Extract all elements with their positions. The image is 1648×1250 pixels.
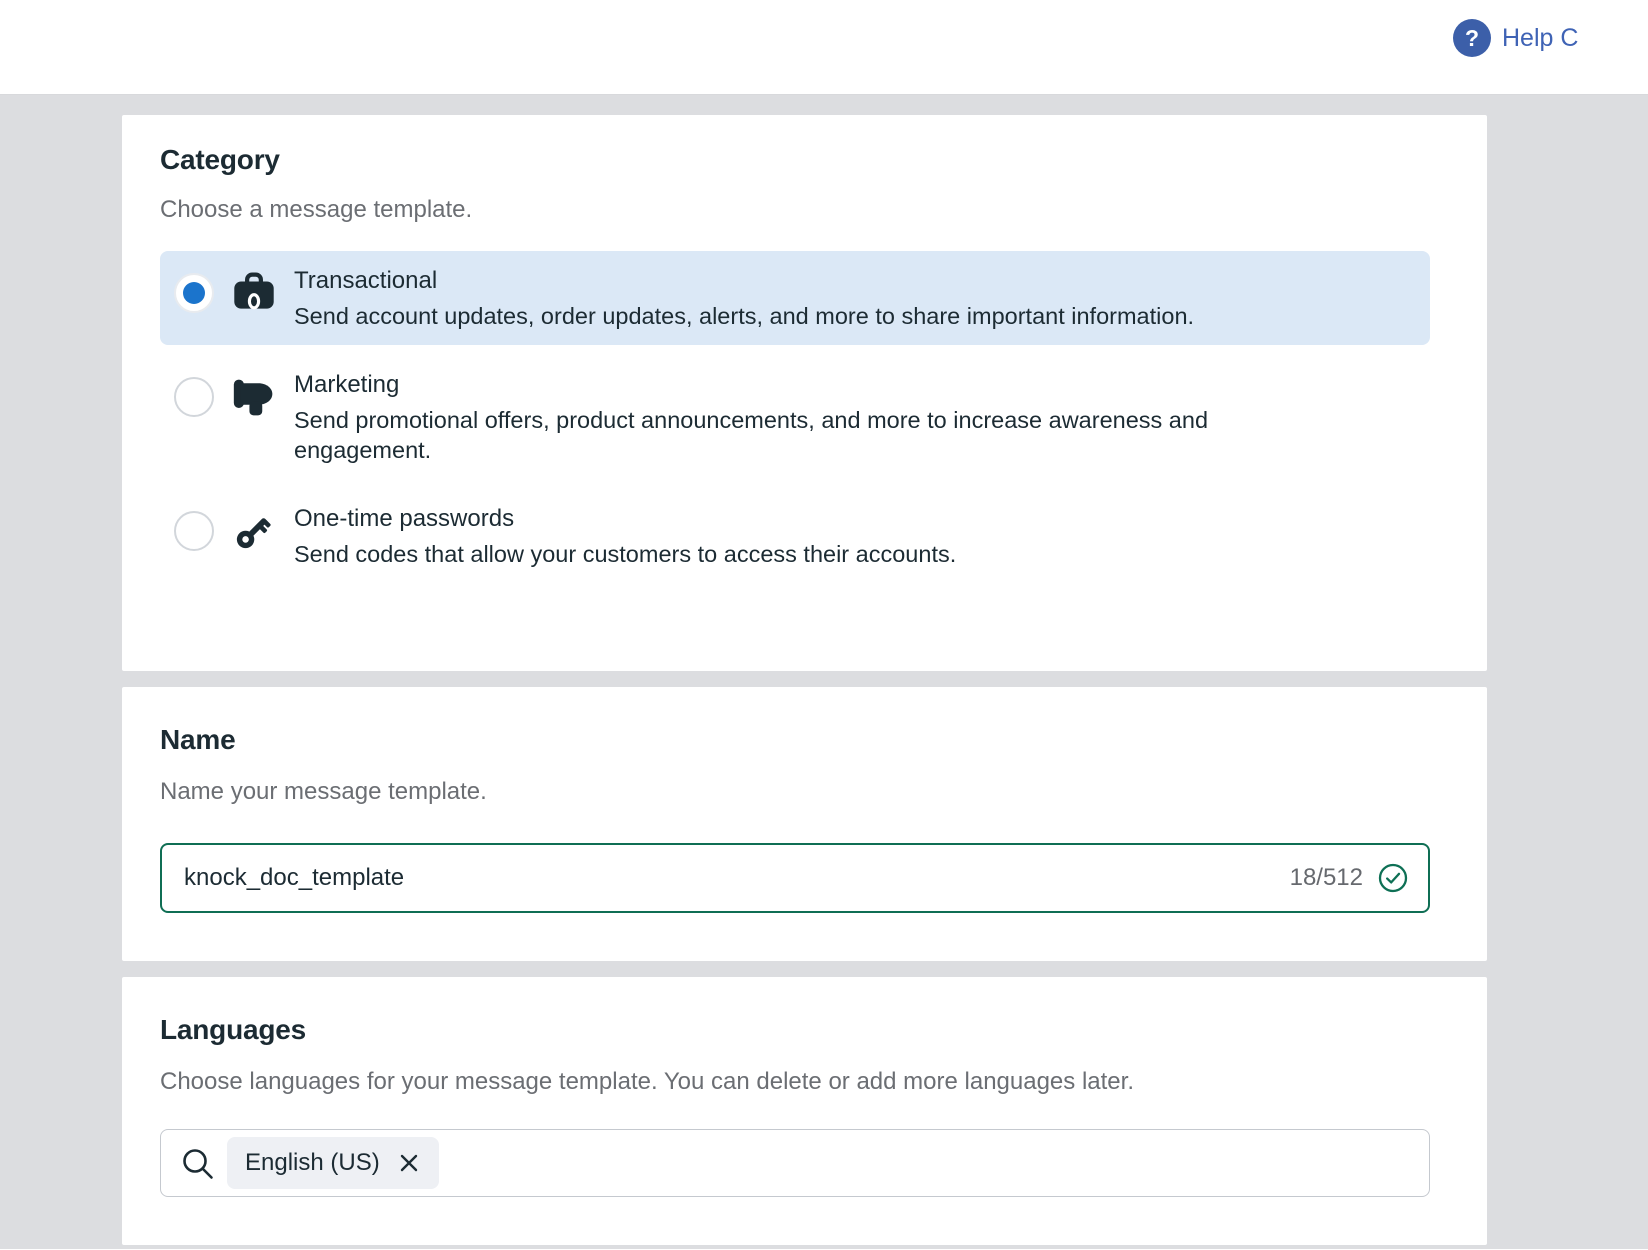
category-card	[122, 115, 1487, 671]
help-question-icon: ?	[1453, 19, 1491, 57]
character-counter: 18/512	[1289, 864, 1363, 891]
language-chip-english-us	[227, 1137, 439, 1189]
languages-title: Languages	[160, 1014, 307, 1045]
name-title: Name	[160, 724, 236, 755]
option-marketing-text	[294, 369, 1208, 465]
name-card	[122, 687, 1487, 961]
option-marketing-label: Marketing	[294, 371, 400, 398]
desc-line: Send codes that allow your customers to access their accounts.	[294, 541, 957, 567]
languages-card	[122, 977, 1487, 1245]
check-circle-icon	[1378, 863, 1408, 893]
category-options	[160, 251, 1430, 583]
desc-line: engagement.	[294, 437, 432, 463]
option-one-time-passwords-description	[294, 539, 956, 569]
briefcase-icon	[232, 271, 276, 315]
desc-line: Send account updates, order updates, alerts, and more to share important information.	[294, 303, 1195, 329]
desc-line: Send promotional offers, product announcements, and more to increase awareness and	[294, 407, 1209, 433]
help-link[interactable]	[1453, 19, 1578, 57]
key-icon	[232, 509, 276, 553]
language-chip-label: English (US)	[245, 1149, 380, 1176]
category-subtitle: Choose a message template.	[160, 196, 473, 223]
page-background	[0, 95, 1648, 1249]
radio-one-time-passwords[interactable]	[174, 511, 214, 551]
top-bar	[0, 0, 1648, 95]
radio-marketing[interactable]	[174, 377, 214, 417]
template-name-input[interactable]	[184, 864, 1290, 892]
option-one-time-passwords-text	[294, 503, 956, 569]
language-search-field[interactable]	[160, 1129, 1430, 1197]
option-marketing[interactable]	[160, 355, 1430, 479]
category-title: Category	[160, 144, 280, 175]
search-icon	[175, 1147, 219, 1180]
language-search-input[interactable]	[451, 1149, 1415, 1177]
name-subtitle: Name your message template.	[160, 778, 487, 805]
option-one-time-passwords[interactable]	[160, 489, 1430, 583]
megaphone-icon	[232, 375, 276, 419]
radio-transactional[interactable]	[174, 273, 214, 313]
option-transactional-label: Transactional	[294, 267, 438, 294]
option-transactional-description	[294, 301, 1194, 331]
option-transactional[interactable]	[160, 251, 1430, 345]
option-transactional-text	[294, 265, 1194, 331]
remove-language-icon[interactable]	[397, 1151, 421, 1175]
option-marketing-description	[294, 405, 1208, 465]
template-name-field	[160, 843, 1430, 913]
option-one-time-passwords-label: One-time passwords	[294, 505, 515, 532]
languages-subtitle: Choose languages for your message template. You can delete or add more languages later.	[160, 1068, 1134, 1095]
help-link-label: Help C	[1502, 23, 1579, 52]
